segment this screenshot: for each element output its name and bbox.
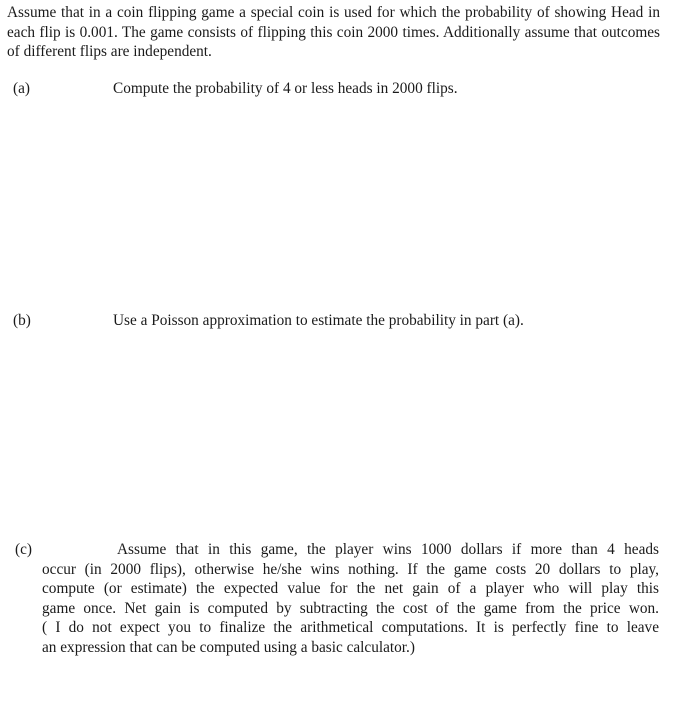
part-b-question: Use a Poisson approximation to estimate the probability in part (a). bbox=[113, 312, 524, 329]
part-b-label: (b) bbox=[13, 312, 31, 329]
problem-intro: Assume that in a coin flipping game a special coin is used for which the probability of showing Head in each flip is 0.001. The game consists of flipping this coin 2000 times. Additionally assume that outcomes of different flips are independent. bbox=[7, 4, 660, 60]
word: heads bbox=[624, 541, 659, 558]
part-c-question-body bbox=[15, 560, 659, 658]
word: dollars bbox=[460, 541, 503, 558]
word: 4 bbox=[607, 541, 615, 558]
part-c-label: (c) bbox=[15, 541, 32, 558]
word: in bbox=[207, 541, 220, 558]
part-a-question: Compute the probability of 4 or less heads in 2000 flips. bbox=[113, 80, 458, 97]
word: this bbox=[229, 541, 252, 558]
part-c-line: ( I do not expect you to finalize the arithmetical computations. It is perfectly fine to leave bbox=[42, 619, 659, 636]
word: if bbox=[511, 541, 522, 558]
word: player bbox=[335, 541, 374, 558]
word: more bbox=[530, 541, 563, 558]
word: 1000 bbox=[420, 541, 452, 558]
word: the bbox=[307, 541, 326, 558]
word: game, bbox=[260, 541, 298, 558]
word: Assume bbox=[117, 541, 167, 558]
part-c-question-first-line bbox=[117, 540, 659, 560]
word: that bbox=[175, 541, 199, 558]
part-c-block bbox=[15, 540, 659, 657]
part-a-label: (a) bbox=[13, 80, 30, 97]
part-c-first-line bbox=[15, 540, 659, 560]
part-c-line: game once. Net gain is computed by subtracting the cost of the game from the price won. bbox=[42, 599, 659, 617]
word: than bbox=[571, 541, 598, 558]
part-c-line: occur (in 2000 flips), otherwise he/she wins nothing. If the game costs 20 dollars to play, bbox=[42, 560, 659, 578]
part-c-line: compute (or estimate) the expected value for the net gain of a player who will play this bbox=[42, 580, 659, 597]
part-c-line: an expression that can be computed using a basic calculator.) bbox=[42, 638, 415, 656]
word: wins bbox=[382, 541, 412, 558]
